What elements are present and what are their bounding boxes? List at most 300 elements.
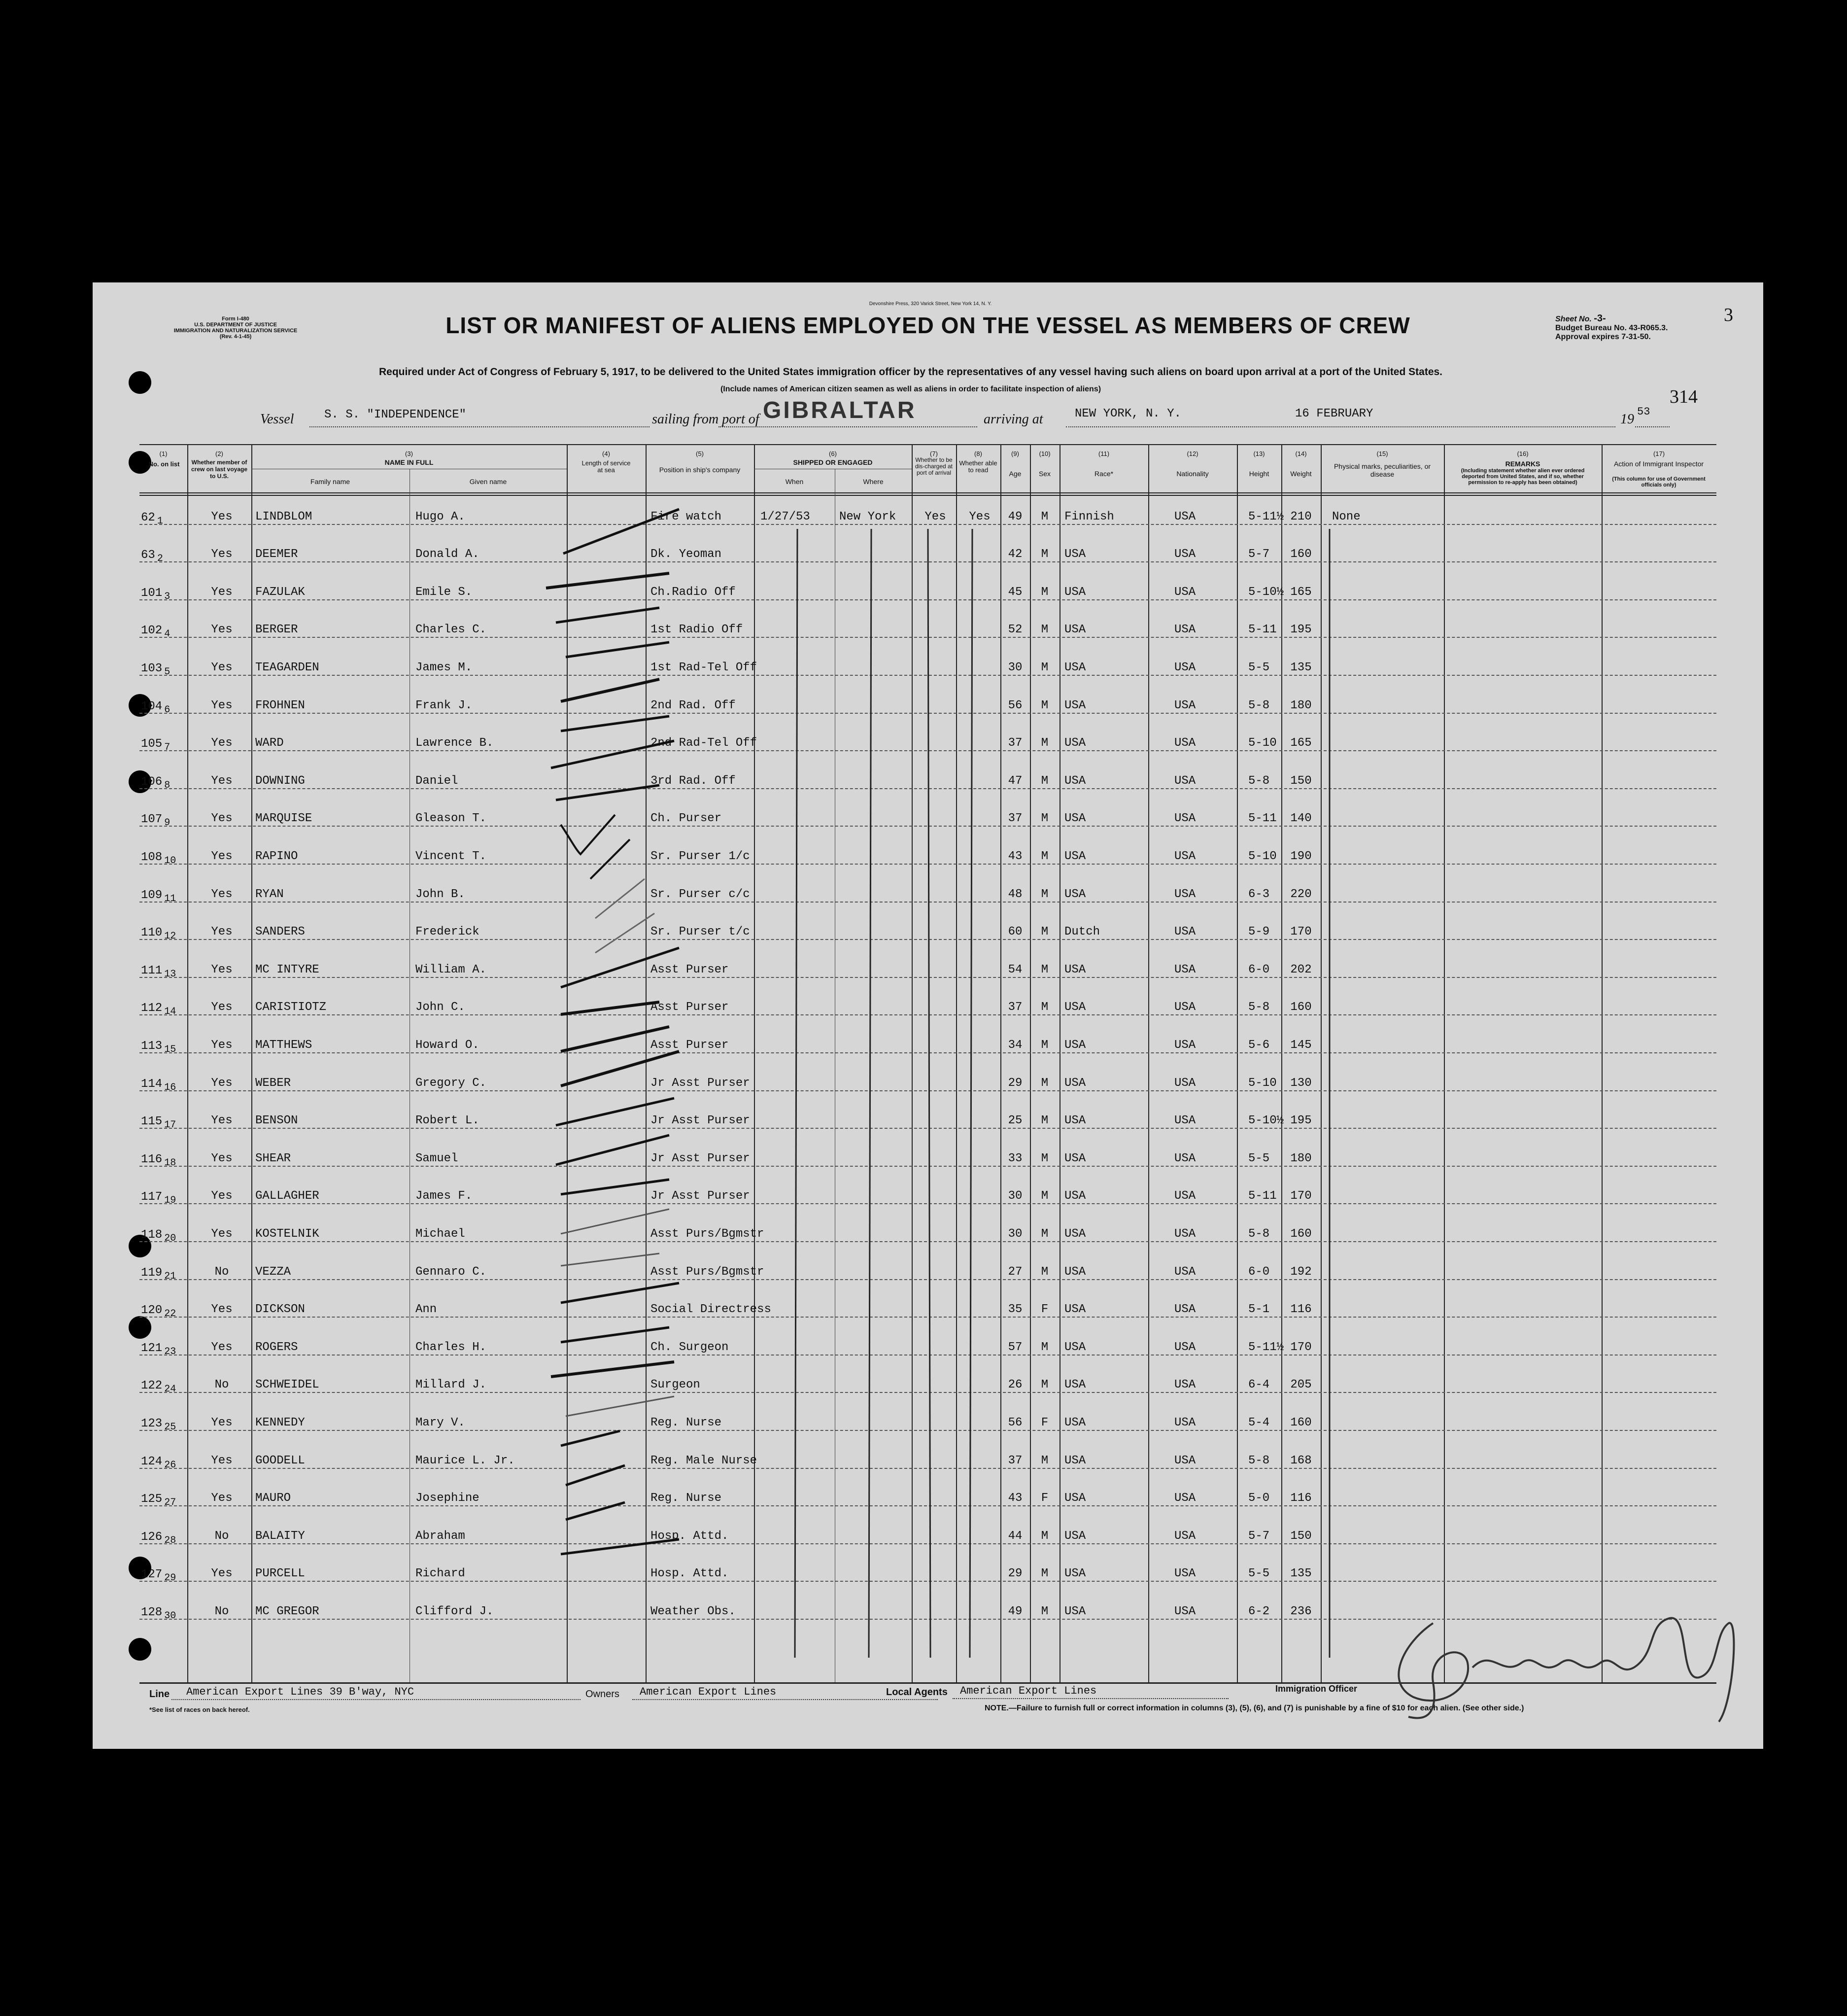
- cell-crew: Yes: [211, 1076, 233, 1090]
- cell-position: Sr. Purser t/c: [650, 925, 750, 939]
- cell-family: SANDERS: [255, 925, 305, 939]
- cell-family: BERGER: [255, 623, 298, 637]
- cell-given: Charles H.: [415, 1340, 487, 1354]
- original-number: 123: [141, 1417, 163, 1430]
- cell-race: USA: [1064, 887, 1086, 901]
- cell-sex: F: [1041, 1303, 1049, 1317]
- cell-height: 5-11: [1248, 812, 1277, 826]
- col-header-age: Age: [1009, 470, 1022, 478]
- row-number: [141, 813, 171, 829]
- cell-weight: 210: [1290, 510, 1312, 523]
- cell-race: USA: [1064, 1604, 1086, 1618]
- list-number: 21: [164, 1270, 176, 1282]
- cell-position: Jr Asst Purser: [650, 1151, 750, 1165]
- list-number: 29: [164, 1572, 176, 1584]
- cell-sex: M: [1041, 1340, 1049, 1354]
- list-number: 17: [164, 1119, 176, 1131]
- cell-sex: M: [1041, 660, 1049, 674]
- list-number: 8: [164, 779, 171, 791]
- cell-weight: 135: [1290, 660, 1312, 674]
- original-number: 102: [141, 624, 163, 638]
- cell-sex: M: [1041, 736, 1049, 750]
- cell-given: John B.: [415, 887, 465, 901]
- cell-family: RYAN: [255, 887, 284, 901]
- row-number: [141, 1530, 176, 1544]
- cell-age: 44: [1008, 1529, 1023, 1543]
- col-num-10: (10): [1039, 450, 1051, 457]
- row-number: [141, 1115, 176, 1131]
- cell-given: Clifford J.: [415, 1604, 494, 1618]
- sailing-label: sailing from port of: [652, 412, 759, 427]
- cell-given: Richard: [415, 1567, 465, 1581]
- cell-family: FAZULAK: [255, 585, 305, 599]
- cell-nationality: USA: [1174, 1076, 1196, 1090]
- cell-given: Lawrence B.: [415, 736, 494, 750]
- row-number: [141, 1152, 176, 1169]
- cell-race: USA: [1064, 1189, 1086, 1203]
- list-number: 2: [157, 553, 163, 565]
- cell-nationality: USA: [1174, 963, 1196, 976]
- cell-weight: 135: [1290, 1567, 1312, 1581]
- cell-family: GALLAGHER: [255, 1189, 319, 1203]
- cell-position: Asst Purser: [650, 1001, 729, 1014]
- cell-family: KOSTELNIK: [255, 1227, 319, 1241]
- cell-crew: Yes: [211, 925, 233, 939]
- cell-position: Ch. Purser: [650, 812, 722, 826]
- list-number: 26: [164, 1459, 176, 1471]
- row-number: [141, 587, 170, 600]
- row-number: [141, 1605, 176, 1622]
- cell-height: 5-7: [1248, 1529, 1270, 1543]
- cell-family: VEZZA: [255, 1265, 291, 1279]
- cell-family: WEBER: [255, 1076, 291, 1090]
- cell-race: USA: [1064, 963, 1086, 976]
- cell-age: 42: [1008, 548, 1023, 561]
- col-num-5: (5): [696, 450, 704, 457]
- row-number: [141, 964, 176, 980]
- cell-crew: No: [214, 1265, 229, 1279]
- col-header-sex: Sex: [1038, 470, 1051, 478]
- handwritten-strokes: [512, 494, 768, 1682]
- cell-position: Jr Asst Purser: [650, 1076, 750, 1090]
- cell-age: 37: [1008, 1454, 1023, 1467]
- original-number: 111: [141, 964, 163, 977]
- cell-given: Ann: [415, 1303, 437, 1317]
- cell-position: Asst Purser: [650, 963, 729, 976]
- cell-read: Yes: [969, 510, 991, 523]
- cell-height: 5-5: [1248, 660, 1270, 674]
- cell-weight: 236: [1290, 1604, 1312, 1618]
- cell-height: 5-5: [1248, 1567, 1270, 1581]
- cell-age: 52: [1008, 623, 1023, 637]
- cell-age: 27: [1008, 1265, 1023, 1279]
- cell-crew: No: [214, 1378, 229, 1392]
- owners-label: Owners: [585, 1689, 619, 1700]
- col-num-14: (14): [1295, 450, 1307, 457]
- row-number: [141, 737, 171, 754]
- list-number: 15: [164, 1043, 176, 1055]
- cell-crew: No: [214, 1604, 229, 1618]
- ditto-lines: [768, 529, 1477, 1682]
- cell-family: PURCELL: [255, 1567, 305, 1581]
- cell-age: 57: [1008, 1340, 1023, 1354]
- list-number: 9: [164, 817, 171, 829]
- cell-weight: 192: [1290, 1265, 1312, 1279]
- revision: (Rev. 4-1-45): [219, 334, 252, 340]
- cell-height: 5-10: [1248, 1076, 1277, 1090]
- list-number: 7: [164, 742, 171, 754]
- cell-height: 5-8: [1248, 1454, 1270, 1467]
- list-number: 6: [164, 704, 171, 716]
- cell-race: USA: [1064, 698, 1086, 712]
- col-header-service: Length of service at sea: [581, 459, 631, 474]
- cell-family: GOODELL: [255, 1454, 305, 1467]
- cell-position: Asst Purser: [650, 1038, 729, 1052]
- cell-age: 37: [1008, 736, 1023, 750]
- original-number: 116: [141, 1152, 163, 1166]
- list-number: 4: [164, 628, 171, 640]
- cell-weight: 140: [1290, 812, 1312, 826]
- row-number: [141, 1002, 176, 1018]
- col-header-discharged: Whether to be dis-charged at port of arrival: [915, 456, 953, 476]
- cell-nationality: USA: [1174, 510, 1196, 523]
- cell-weight: 170: [1290, 1189, 1312, 1203]
- cell-crew: Yes: [211, 1416, 233, 1429]
- row-number: [141, 1493, 176, 1509]
- cell-age: 48: [1008, 887, 1023, 901]
- cell-crew: Yes: [211, 774, 233, 788]
- cell-crew: Yes: [211, 1151, 233, 1165]
- col-header-no: No. on list: [148, 460, 180, 468]
- cell-height: 5-11: [1248, 623, 1277, 637]
- cell-age: 56: [1008, 1416, 1023, 1429]
- cell-height: 5-8: [1248, 1227, 1270, 1241]
- cell-nationality: USA: [1174, 736, 1196, 750]
- col-num-6: (6): [829, 450, 837, 457]
- cell-race: USA: [1064, 1227, 1086, 1241]
- cell-given: Maurice L. Jr.: [415, 1454, 515, 1467]
- original-number: 105: [141, 737, 163, 751]
- cell-nationality: USA: [1174, 1001, 1196, 1014]
- cell-family: FROHNEN: [255, 698, 305, 712]
- cell-weight: 220: [1290, 887, 1312, 901]
- list-number: 28: [164, 1534, 176, 1546]
- cell-when: 1/27/53: [760, 510, 810, 523]
- cell-height: 6-0: [1248, 1265, 1270, 1279]
- cell-nationality: USA: [1174, 585, 1196, 599]
- cell-height: 5-11½: [1248, 510, 1284, 523]
- row-number: [141, 1078, 176, 1091]
- cell-race: USA: [1064, 1340, 1086, 1354]
- cell-race: USA: [1064, 849, 1086, 863]
- cell-crew: Yes: [211, 736, 233, 750]
- cell-given: Mary V.: [415, 1416, 465, 1429]
- original-number: 126: [141, 1530, 163, 1544]
- original-number: 110: [141, 926, 163, 940]
- cell-crew: Yes: [211, 585, 233, 599]
- cell-given: Hugo A.: [415, 510, 465, 523]
- agents-value: American Export Lines: [960, 1685, 1097, 1697]
- cell-family: BENSON: [255, 1114, 298, 1128]
- cell-family: MARQUISE: [255, 812, 312, 826]
- cell-race: USA: [1064, 1567, 1086, 1581]
- cell-sex: M: [1041, 1567, 1049, 1581]
- cell-sex: M: [1041, 1529, 1049, 1543]
- year-label: 19: [1620, 412, 1634, 427]
- officer-label: Immigration Officer: [1275, 1684, 1358, 1694]
- cell-weight: 205: [1290, 1378, 1312, 1392]
- original-number: 118: [141, 1228, 163, 1242]
- row-number: [141, 1266, 176, 1280]
- cell-race: USA: [1064, 1303, 1086, 1317]
- cell-crew: Yes: [211, 660, 233, 674]
- cell-position: Asst Purs/Bgmstr: [650, 1227, 764, 1241]
- original-number: 113: [141, 1039, 163, 1053]
- cell-discharged: Yes: [924, 510, 946, 523]
- list-number: 24: [164, 1384, 176, 1395]
- cell-given: Samuel: [415, 1151, 458, 1165]
- cell-height: 5-1: [1248, 1303, 1270, 1317]
- cell-sex: M: [1041, 1227, 1049, 1241]
- cell-sex: M: [1041, 1114, 1049, 1128]
- cell-age: 30: [1008, 660, 1023, 674]
- original-number: 124: [141, 1455, 163, 1468]
- arriving-label: arriving at: [984, 412, 1043, 427]
- cell-sex: F: [1041, 1492, 1049, 1505]
- row-number: [141, 1417, 176, 1433]
- cell-crew: Yes: [211, 1001, 233, 1014]
- cell-family: ROGERS: [255, 1340, 298, 1354]
- corner-number: 3: [1724, 305, 1733, 325]
- cell-given: Robert L.: [415, 1114, 479, 1128]
- cell-race: Finnish: [1064, 510, 1114, 523]
- original-number: 107: [141, 813, 163, 827]
- cell-given: Gregory C.: [415, 1076, 487, 1090]
- cell-race: USA: [1064, 585, 1086, 599]
- row-number: [141, 926, 176, 942]
- sheet-info: [1555, 314, 1683, 342]
- cell-sex: M: [1041, 849, 1049, 863]
- original-number: 106: [141, 775, 163, 789]
- cell-weight: 170: [1290, 1340, 1312, 1354]
- col-header-height: Height: [1249, 470, 1269, 478]
- col-header-marks: Physical marks, peculiarities, or disease: [1334, 462, 1431, 478]
- cell-race: USA: [1064, 1076, 1086, 1090]
- col-header-given: Given name: [469, 478, 507, 486]
- cell-weight: 116: [1290, 1492, 1312, 1505]
- cell-age: 30: [1008, 1227, 1023, 1241]
- cell-weight: 160: [1290, 1416, 1312, 1429]
- cell-position: Reg. Nurse: [650, 1416, 722, 1429]
- cell-crew: Yes: [211, 1038, 233, 1052]
- list-number: 19: [164, 1195, 176, 1207]
- list-number: 12: [164, 931, 176, 942]
- cell-nationality: USA: [1174, 1265, 1196, 1279]
- cell-height: 5-4: [1248, 1416, 1270, 1429]
- cell-given: Gennaro C.: [415, 1265, 487, 1279]
- cell-age: 37: [1008, 812, 1023, 826]
- cell-race: USA: [1064, 1001, 1086, 1014]
- cell-crew: Yes: [211, 812, 233, 826]
- line-value: American Export Lines 39 B'way, NYC: [186, 1686, 414, 1698]
- cell-crew: Yes: [211, 510, 233, 523]
- cell-sex: M: [1041, 1076, 1049, 1090]
- cell-height: 5-8: [1248, 1001, 1270, 1014]
- original-number: 125: [141, 1493, 163, 1506]
- col-num-15: (15): [1376, 450, 1388, 457]
- cell-height: 5-8: [1248, 774, 1270, 788]
- original-number: 114: [141, 1077, 163, 1091]
- cell-given: William A.: [415, 963, 487, 976]
- cell-age: 45: [1008, 585, 1023, 599]
- cell-nationality: USA: [1174, 1114, 1196, 1128]
- cell-weight: 160: [1290, 548, 1312, 561]
- cell-family: MAURO: [255, 1492, 291, 1505]
- cell-sex: M: [1041, 510, 1049, 523]
- line-label: Line: [149, 1689, 170, 1700]
- table-row: [93, 496, 1763, 534]
- cell-height: 5-6: [1248, 1038, 1270, 1052]
- cell-nationality: USA: [1174, 1492, 1196, 1505]
- cell-age: 34: [1008, 1038, 1023, 1052]
- cell-sex: M: [1041, 1265, 1049, 1279]
- cell-nationality: USA: [1174, 774, 1196, 788]
- col-num-7: (7): [930, 450, 938, 457]
- original-number: 127: [141, 1568, 163, 1582]
- original-number: 117: [141, 1190, 163, 1204]
- cell-height: 5-11½: [1248, 1340, 1284, 1354]
- cell-sex: M: [1041, 1001, 1049, 1014]
- required-text: Required under Act of Congress of February 5, 1917, to be delivered to the United States immigration officer by the representatives of any vessel having such aliens on board upon arrival at a port of the United States.: [378, 366, 1443, 378]
- cell-position: Jr Asst Purser: [650, 1114, 750, 1128]
- cell-given: Vincent T.: [415, 849, 487, 863]
- approval-expires: Approval expires 7-31-50.: [1555, 333, 1651, 341]
- list-number: 20: [164, 1232, 176, 1244]
- cell-position: Social Directress: [650, 1303, 771, 1317]
- cell-weight: 180: [1290, 698, 1312, 712]
- list-number: 25: [164, 1421, 176, 1433]
- cell-position: Hosp. Attd.: [650, 1529, 729, 1543]
- cell-family: CARISTIOTZ: [255, 1001, 327, 1014]
- cell-position: Sr. Purser 1/c: [650, 849, 750, 863]
- cell-sex: M: [1041, 887, 1049, 901]
- cell-family: SCHWEIDEL: [255, 1378, 319, 1392]
- cell-race: USA: [1064, 1114, 1086, 1128]
- cell-crew: Yes: [211, 1492, 233, 1505]
- cell-family: RAPINO: [255, 849, 298, 863]
- cell-race: USA: [1064, 1265, 1086, 1279]
- cell-weight: 180: [1290, 1151, 1312, 1165]
- cell-age: 33: [1008, 1151, 1023, 1165]
- cell-race: USA: [1064, 1529, 1086, 1543]
- manifest-sheet: [93, 282, 1763, 1749]
- col-num-9: (9): [1011, 450, 1019, 457]
- cell-position: Hosp. Attd.: [650, 1567, 729, 1581]
- cell-position: 1st Rad-Tel Off: [650, 660, 757, 674]
- cell-crew: Yes: [211, 623, 233, 637]
- cell-given: Charles C.: [415, 623, 487, 637]
- vessel-name: S. S. "INDEPENDENCE": [324, 408, 467, 421]
- cell-nationality: USA: [1174, 623, 1196, 637]
- original-number: 115: [141, 1115, 163, 1129]
- include-text: (Include names of American citizen seamen as well as aliens in order to facilitate inspection of aliens): [720, 385, 1101, 393]
- cell-nationality: USA: [1174, 1604, 1196, 1618]
- original-number: 112: [141, 1002, 163, 1015]
- cell-race: USA: [1064, 660, 1086, 674]
- sheet-number: -3-: [1594, 313, 1606, 324]
- cell-age: 29: [1008, 1076, 1023, 1090]
- cell-given: James M.: [415, 660, 473, 674]
- form-header-block: [157, 316, 314, 340]
- page-title: LIST OR MANIFEST OF ALIENS EMPLOYED ON THE VESSEL AS MEMBERS OF CREW: [445, 313, 1410, 338]
- original-number: 101: [141, 586, 163, 600]
- cell-position: Sr. Purser c/c: [650, 887, 750, 901]
- cell-family: SHEAR: [255, 1151, 291, 1165]
- col-num-17: (17): [1653, 450, 1665, 457]
- cell-age: 56: [1008, 698, 1023, 712]
- cell-position: Dk. Yeoman: [650, 548, 722, 561]
- cell-nationality: USA: [1174, 698, 1196, 712]
- cell-crew: Yes: [211, 1340, 233, 1354]
- original-number: 109: [141, 888, 163, 902]
- cell-crew: Yes: [211, 548, 233, 561]
- col-num-2: (2): [215, 450, 223, 457]
- cell-age: 29: [1008, 1567, 1023, 1581]
- cell-height: 5-10½: [1248, 585, 1284, 599]
- col-header-weight: Weight: [1290, 470, 1312, 478]
- punch-hole: [129, 371, 151, 394]
- cell-sex: M: [1041, 623, 1049, 637]
- row-number: [141, 775, 170, 789]
- cell-weight: 168: [1290, 1454, 1312, 1467]
- row-number: [141, 549, 163, 565]
- cell-given: Frank J.: [415, 698, 473, 712]
- cell-height: 6-3: [1248, 887, 1270, 901]
- cell-height: 5-10½: [1248, 1114, 1284, 1128]
- cell-given: Abraham: [415, 1529, 465, 1543]
- cell-position: 2nd Rad. Off: [650, 698, 736, 712]
- cell-sex: M: [1041, 698, 1049, 712]
- cell-race: USA: [1064, 1454, 1086, 1467]
- row-number: [141, 850, 176, 867]
- list-number: 27: [164, 1497, 176, 1509]
- row-number: [141, 1455, 176, 1471]
- cell-marks: None: [1332, 510, 1361, 523]
- col-header-position: Position in ship's company: [659, 466, 741, 474]
- col-header-shipped: SHIPPED OR ENGAGED: [793, 458, 873, 466]
- cell-weight: 160: [1290, 1001, 1312, 1014]
- col-header-nationality: Nationality: [1176, 470, 1209, 478]
- cell-nationality: USA: [1174, 1340, 1196, 1354]
- cell-height: 5-10: [1248, 736, 1277, 750]
- col-num-8: (8): [974, 450, 982, 457]
- cell-age: 26: [1008, 1378, 1023, 1392]
- cell-race: USA: [1064, 1492, 1086, 1505]
- cell-age: 37: [1008, 1001, 1023, 1014]
- arrival-port: NEW YORK, N. Y.: [1075, 407, 1182, 420]
- cell-weight: 160: [1290, 1227, 1312, 1241]
- cell-given: Howard O.: [415, 1038, 479, 1052]
- cell-sex: M: [1041, 1378, 1049, 1392]
- cell-nationality: USA: [1174, 1454, 1196, 1467]
- original-number: 119: [141, 1266, 163, 1280]
- col-num-3: (3): [405, 450, 413, 457]
- original-number: 103: [141, 661, 163, 675]
- cell-sex: M: [1041, 1604, 1049, 1618]
- col-num-13: (13): [1253, 450, 1265, 457]
- cell-height: 6-2: [1248, 1604, 1270, 1618]
- penalty-note: NOTE.—Failure to furnish full or correct information in columns (3), (5), (6), and (7) is punishable by a fine of $10 for each alien. (See other side.): [985, 1704, 1524, 1712]
